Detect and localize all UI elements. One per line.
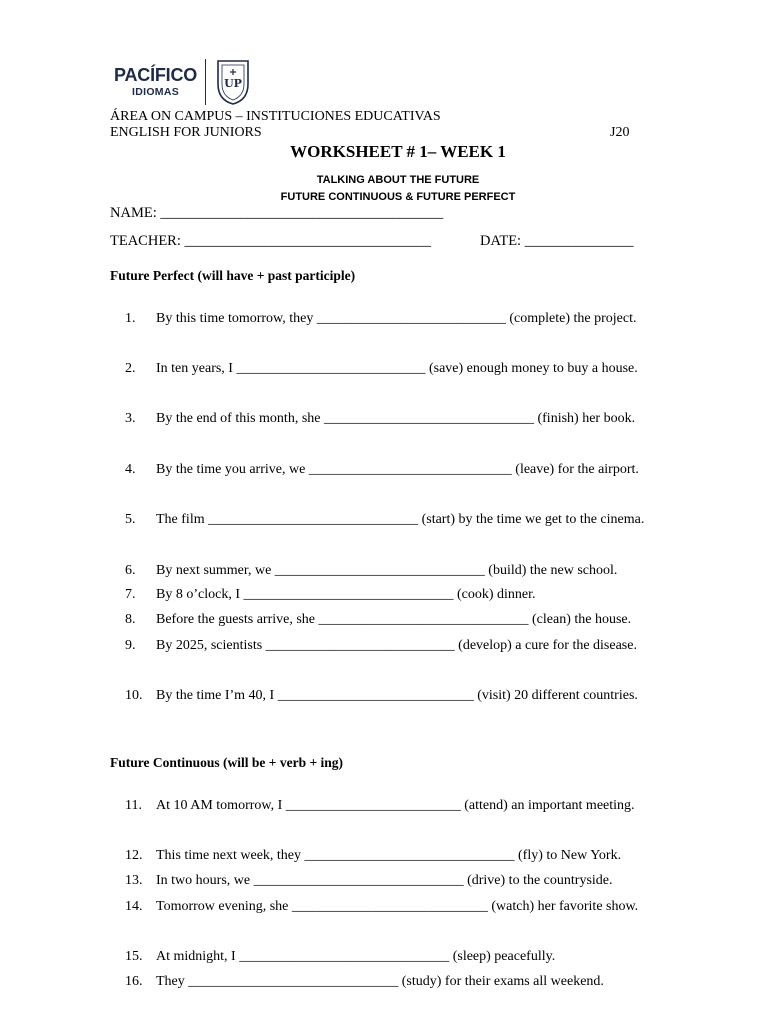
item-text: Tomorrow evening, she ____________________________ (watch) her favorite show. xyxy=(156,899,639,914)
name-field: NAME: _______________________________________ xyxy=(110,205,444,221)
exercise-item xyxy=(125,457,686,482)
item-number: 12. xyxy=(125,848,143,863)
subtitle-topic: TALKING ABOUT THE FUTURE xyxy=(316,174,480,186)
item-number: 1. xyxy=(125,311,136,326)
course-code: J20 xyxy=(610,125,630,140)
exercise-item xyxy=(125,633,686,658)
exercise-item xyxy=(125,406,686,431)
item-number: 10. xyxy=(125,688,143,703)
item-number: 4. xyxy=(125,462,136,477)
exercise-item xyxy=(125,582,686,607)
item-number: 15. xyxy=(125,949,143,964)
item-text: Before the guests arrive, she ______________________________ (clean) the house. xyxy=(156,612,632,627)
item-number: 3. xyxy=(125,411,136,426)
item-text: By the end of this month, she ______________________________ (finish) her book. xyxy=(156,411,636,426)
item-number: 6. xyxy=(125,563,136,578)
exercise-item xyxy=(125,843,686,868)
item-number: 2. xyxy=(125,361,136,376)
exercise-item xyxy=(125,894,686,919)
item-number: 8. xyxy=(125,612,136,627)
svg-text:UP: UP xyxy=(224,77,243,90)
exercise-item xyxy=(125,944,686,969)
item-text: This time next week, they ______________________________ (fly) to New York. xyxy=(156,848,622,863)
item-number: 7. xyxy=(125,587,136,602)
item-text: In two hours, we ______________________________ (drive) to the countryside. xyxy=(156,873,613,888)
exercise-item xyxy=(125,793,686,818)
item-text: In ten years, I ___________________________ (save) enough money to buy a house. xyxy=(156,361,638,376)
item-text: By next summer, we ______________________________ (build) the new school. xyxy=(156,563,618,578)
item-text: They ______________________________ (study) for their exams all weekend. xyxy=(156,974,604,989)
item-text: By the time I’m 40, I ____________________________ (visit) 20 different countries. xyxy=(156,688,638,703)
worksheet-title: WORKSHEET # 1– WEEK 1 xyxy=(290,142,506,161)
logo-brand: PACÍFICO xyxy=(114,65,198,86)
exercise-item xyxy=(125,868,686,893)
item-number: 11. xyxy=(125,798,142,813)
logo-divider xyxy=(205,59,206,105)
pacifico-logo xyxy=(114,56,251,108)
exercise-item xyxy=(125,683,686,708)
section-title-future-continuous: Future Continuous (will be + verb + ing) xyxy=(110,755,344,770)
exercise-item xyxy=(125,306,686,331)
university-seal-icon xyxy=(215,58,251,106)
item-text: By this time tomorrow, they ___________________________ (complete) the project. xyxy=(156,311,637,326)
item-text: At midnight, I ______________________________ (sleep) peacefully. xyxy=(156,949,556,964)
section-title-future-perfect: Future Perfect (will have + past participle) xyxy=(110,268,356,283)
item-number: 14. xyxy=(125,899,143,914)
item-number: 16. xyxy=(125,974,143,989)
item-text: At 10 AM tomorrow, I _________________________ (attend) an important meeting. xyxy=(156,798,635,813)
logo-sub: IDIOMAS xyxy=(132,86,180,99)
item-text: By 2025, scientists ___________________________ (develop) a cure for the disease. xyxy=(156,638,637,653)
exercise-item xyxy=(125,969,686,994)
item-text: The film ______________________________ (start) by the time we get to the cinema. xyxy=(156,512,645,527)
date-field: DATE: _______________ xyxy=(480,233,634,249)
item-number: 13. xyxy=(125,873,143,888)
exercise-item xyxy=(125,558,686,583)
item-number: 9. xyxy=(125,638,136,653)
exercise-item xyxy=(125,356,686,381)
item-number: 5. xyxy=(125,512,136,527)
teacher-field: TEACHER: __________________________________ xyxy=(110,233,432,249)
subtitle-tenses: FUTURE CONTINUOUS & FUTURE PERFECT xyxy=(280,191,516,203)
item-text: By the time you arrive, we _____________________________ (leave) for the airport. xyxy=(156,462,639,477)
exercise-item xyxy=(125,507,686,532)
item-text: By 8 o’clock, I ______________________________ (cook) dinner. xyxy=(156,587,536,602)
area-label: ÁREA ON CAMPUS – INSTITUCIONES EDUCATIVAS xyxy=(110,109,441,124)
logo-wordmark xyxy=(114,66,197,98)
exercise-item xyxy=(125,607,686,632)
program-label: ENGLISH FOR JUNIORS xyxy=(110,125,262,140)
